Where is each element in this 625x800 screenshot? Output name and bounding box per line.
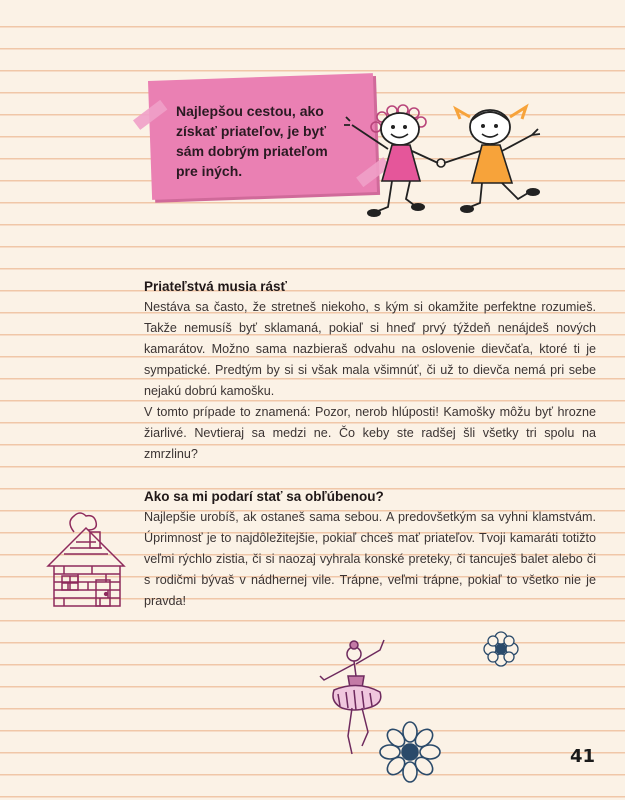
callout-line: sám dobrým priateľom — [176, 143, 328, 159]
page-number: 41 — [569, 746, 595, 767]
small-flower-icon — [484, 632, 518, 666]
section-heading: Priateľstvá musia rásť — [144, 279, 287, 294]
house-illustration — [44, 510, 130, 610]
paragraph: Nestáva sa často, že stretneš niekoho, s kým si okamžite perfektne rozumieš. Takže nemusíš byť sklamaná, pokiaľ si hneď prvý týždeň nenájdeš nových kamarátov. Možno sama nazbieraš odvahu na oslovenie dievčaťa, ktoré ti je sympatické. Predtým by si si však mala všimnúť, či už to dievča nemá pri sebe nejakú dobrú kamošku. — [144, 300, 596, 398]
callout-line: získať priateľov, je byť — [176, 123, 327, 139]
flower-icon — [380, 722, 440, 782]
article-body — [144, 276, 596, 612]
paragraph: Najlepšie urobíš, ak ostaneš sama sebou. A predovšetkým sa vyhni klamstvám. Úprimnosť je to najdôležitejšie, pokiaľ chceš mať priateľov. Tvoji kamaráti totižto veľmi rýchlo zistia, či si naozaj vyhrala konské preteky, či tancuješ balet alebo či s rodičmi bývaš v nádhernej vile. Trápne, veľmi trápne, pokiaľ to všetko nie je pravda! — [144, 510, 596, 608]
two-girls-illustration — [330, 95, 560, 225]
callout-line: Najlepšou cestou, ako — [176, 103, 324, 119]
callout-line: pre iných. — [176, 163, 243, 179]
callout-quote — [176, 101, 346, 181]
section-heading: Ako sa mi podarí stať sa obľúbenou? — [144, 489, 384, 504]
paragraph: V tomto prípade to znamená: Pozor, nerob hlúposti! Kamošky môžu byť hrozne žiarlivé. Nevtieraj sa medzi ne. Čo keby ste radšej šli všetky tri spolu na zmrzlinu? — [144, 405, 596, 461]
